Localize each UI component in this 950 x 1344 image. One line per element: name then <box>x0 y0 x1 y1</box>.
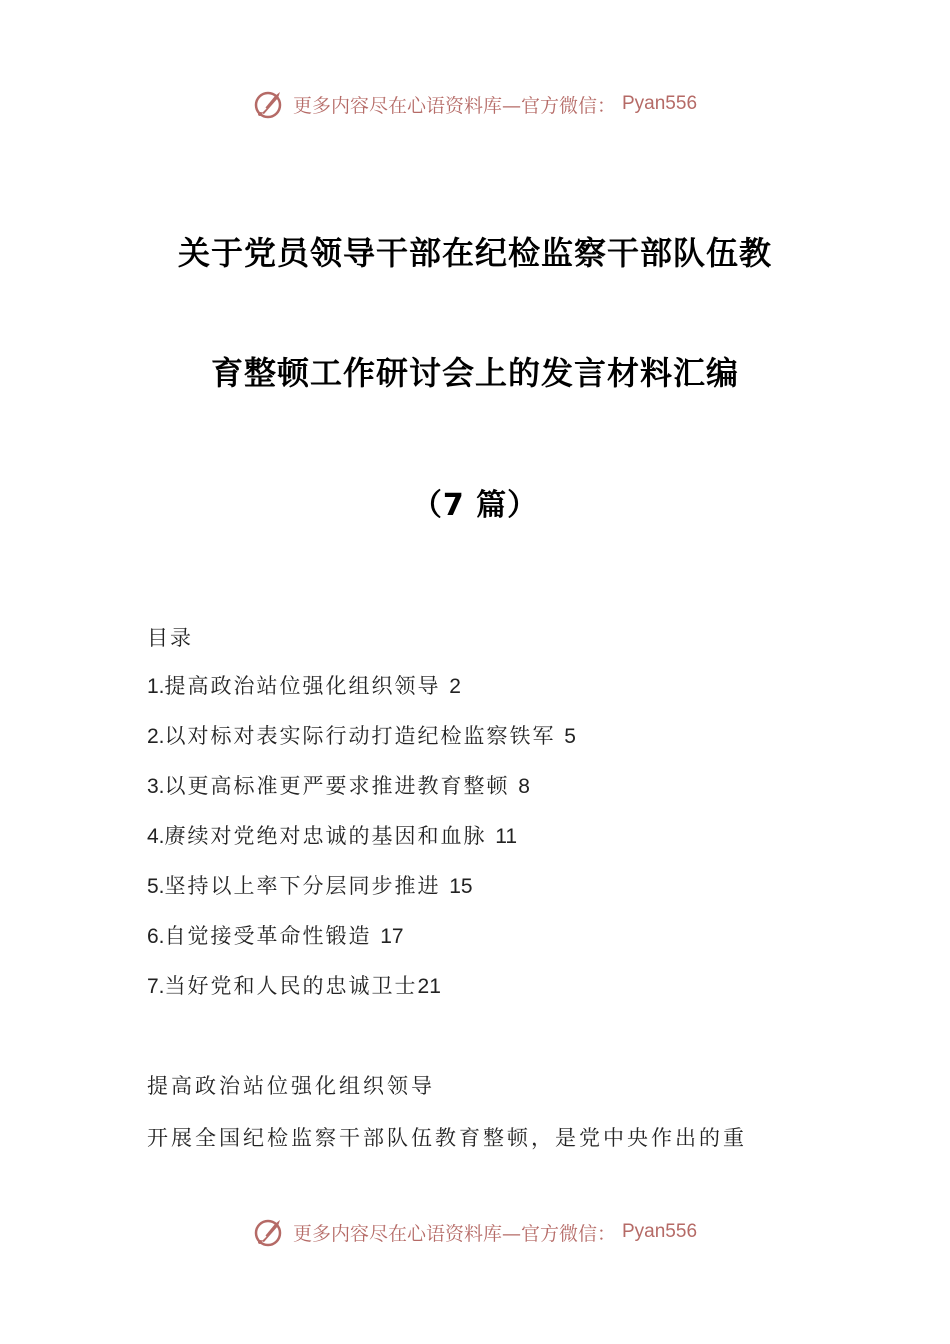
body-paragraph: 开展全国纪检监察干部队伍教育整顿，是党中央作出的重 <box>147 1126 747 1150</box>
document-title-line-2: 育整顿工作研讨会上的发言材料汇编 <box>210 354 739 392</box>
document-title-line-1: 关于党员领导干部在纪检监察干部队伍教 <box>177 234 772 272</box>
watermark-text: 更多内容尽在心语资料库—官方微信： <box>292 1222 616 1245</box>
toc-item-number: 7. <box>147 975 165 998</box>
watermark-wechat-id: Pyan556 <box>622 1221 698 1242</box>
toc-item-number: 5. <box>147 875 165 898</box>
toc-item-number: 6. <box>147 925 165 948</box>
toc-item-page: 15 <box>449 875 473 898</box>
toc-item-page: 2 <box>449 675 461 698</box>
watermark-wechat-id: Pyan556 <box>622 93 698 114</box>
toc-item-title: 坚持以上率下分层同步推进 <box>164 874 450 898</box>
watermark-banner-bottom <box>0 1212 950 1252</box>
toc-item-page: 8 <box>518 775 530 798</box>
toc-item-number: 3. <box>147 775 165 798</box>
toc-item-title: 当好党和人民的忠诚卫士 <box>164 974 418 998</box>
toc-item-number: 1. <box>147 675 165 698</box>
pen-nib-logo-icon <box>253 87 287 121</box>
toc-item-title: 以更高标准更严要求推进教育整顿 <box>164 774 519 798</box>
toc-list <box>147 670 576 1020</box>
toc-item-title: 自觉接受革命性锻造 <box>164 924 381 948</box>
toc-item-page: 11 <box>495 825 518 848</box>
toc-item-title: 以对标对表实际行动打造纪检监察铁军 <box>164 724 565 748</box>
toc-item-title: 赓续对党绝对忠诚的基因和血脉 <box>164 824 496 848</box>
toc-item-page: 21 <box>417 975 441 998</box>
document-title-count: （7 篇） <box>411 488 539 523</box>
toc-item-title: 提高政治站位强化组织领导 <box>164 674 450 698</box>
toc-item[interactable] <box>147 920 576 970</box>
pen-nib-logo-icon <box>253 1215 287 1249</box>
toc-heading: 目录 <box>147 626 193 650</box>
toc-item-page: 5 <box>564 725 576 748</box>
toc-item[interactable] <box>147 670 576 720</box>
watermark-text: 更多内容尽在心语资料库—官方微信： <box>292 94 616 117</box>
toc-item[interactable] <box>147 720 576 770</box>
toc-item[interactable] <box>147 820 576 870</box>
watermark-banner-top <box>0 84 950 124</box>
toc-item-number: 2. <box>147 725 165 748</box>
toc-item[interactable] <box>147 770 576 820</box>
section-title: 提高政治站位强化组织领导 <box>147 1074 435 1098</box>
toc-item[interactable] <box>147 970 576 1020</box>
toc-item-page: 17 <box>380 925 404 948</box>
toc-item-number: 4. <box>147 825 165 848</box>
toc-item[interactable] <box>147 870 576 920</box>
